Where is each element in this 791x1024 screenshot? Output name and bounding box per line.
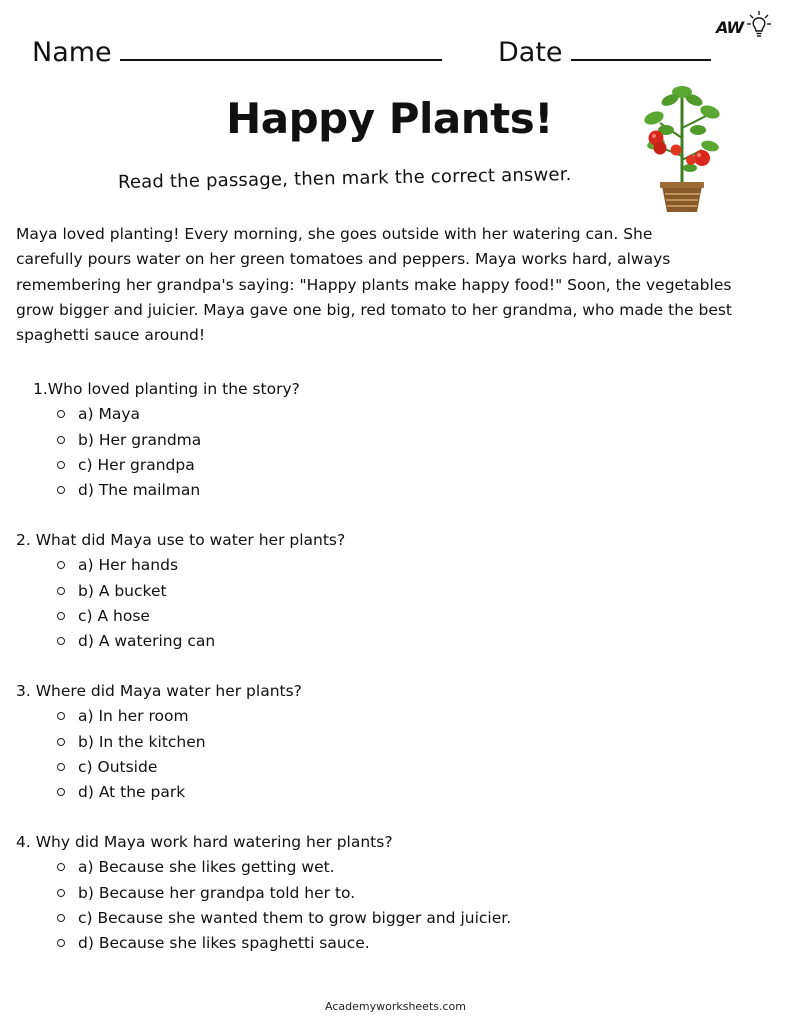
radio-circle-icon[interactable] (57, 486, 65, 494)
date-field (498, 33, 711, 68)
instructions: Read the passage, then mark the correct answer. (117, 164, 572, 193)
question-number: 4. (16, 833, 31, 851)
question-text (16, 679, 776, 704)
radio-circle-icon[interactable] (57, 587, 65, 595)
answer-option[interactable]: a) Maya (16, 402, 776, 427)
answer-option[interactable]: c) Her grandpa (16, 453, 776, 478)
answer-option[interactable]: c) Because she wanted them to grow bigger and juicier. (16, 906, 776, 931)
radio-circle-icon[interactable] (57, 763, 65, 771)
reading-passage: Maya loved planting! Every morning, she goes outside with her watering can. She carefully pours water on her green tomatoes and peppers. Maya works hard, always remembering her grandpa's saying: "Happy plants make happy food!" Soon, the vegetables grow bigger and juicier. Maya gave one big, red tomato to her grandma, who made the best spaghetti sauce around! (16, 225, 733, 345)
lightbulb-icon (746, 10, 772, 40)
answer-option[interactable]: b) Because her grandpa told her to. (16, 881, 776, 906)
question-prompt: What did Maya use to water her plants? (35, 531, 346, 549)
name-field (32, 33, 442, 68)
answer-option[interactable]: c) A hose (16, 604, 776, 629)
question-prompt: Where did Maya water her plants? (35, 682, 302, 700)
radio-circle-icon[interactable] (57, 889, 65, 897)
answer-option[interactable]: d) A watering can (16, 629, 776, 654)
radio-circle-icon[interactable] (57, 436, 65, 444)
question-number: 1. (33, 380, 48, 398)
question-number: 2. (16, 531, 31, 549)
question-2 (16, 528, 776, 654)
answer-option[interactable]: b) In the kitchen (16, 730, 776, 755)
name-label: Name (32, 37, 112, 68)
question-prompt: Why did Maya work hard watering her plants? (35, 833, 393, 851)
radio-circle-icon[interactable] (57, 914, 65, 922)
question-text (16, 830, 776, 855)
answer-option[interactable]: b) A bucket (16, 579, 776, 604)
date-label: Date (498, 37, 563, 68)
answer-option[interactable]: a) Her hands (16, 553, 776, 578)
logo-text: AW (716, 18, 744, 37)
radio-circle-icon[interactable] (57, 712, 65, 720)
tomato-plant-icon (632, 78, 732, 218)
question-4 (16, 830, 776, 956)
answer-option[interactable]: a) In her room (16, 704, 776, 729)
radio-circle-icon[interactable] (57, 410, 65, 418)
radio-circle-icon[interactable] (57, 738, 65, 746)
answer-option[interactable]: a) Because she likes getting wet. (16, 855, 776, 880)
date-blank-line[interactable] (571, 33, 711, 61)
question-3 (16, 679, 776, 805)
question-text (16, 528, 776, 553)
question-1 (16, 377, 776, 503)
answer-option[interactable]: b) Her grandma (16, 428, 776, 453)
question-prompt: Who loved planting in the story? (47, 380, 300, 398)
radio-circle-icon[interactable] (57, 612, 65, 620)
question-text (16, 377, 776, 402)
radio-circle-icon[interactable] (57, 939, 65, 947)
answer-option[interactable]: d) At the park (16, 780, 776, 805)
footer-website: Academyworksheets.com (325, 1000, 466, 1013)
name-blank-line[interactable] (120, 33, 442, 61)
question-number: 3. (16, 682, 31, 700)
answer-option[interactable]: d) The mailman (16, 478, 776, 503)
answer-option[interactable]: c) Outside (16, 755, 776, 780)
radio-circle-icon[interactable] (57, 461, 65, 469)
radio-circle-icon[interactable] (57, 637, 65, 645)
answer-option[interactable]: d) Because she likes spaghetti sauce. (16, 931, 776, 956)
worksheet-title: Happy Plants! (226, 94, 553, 143)
radio-circle-icon[interactable] (57, 788, 65, 796)
radio-circle-icon[interactable] (57, 561, 65, 569)
name-date-row (32, 33, 732, 79)
radio-circle-icon[interactable] (57, 863, 65, 871)
